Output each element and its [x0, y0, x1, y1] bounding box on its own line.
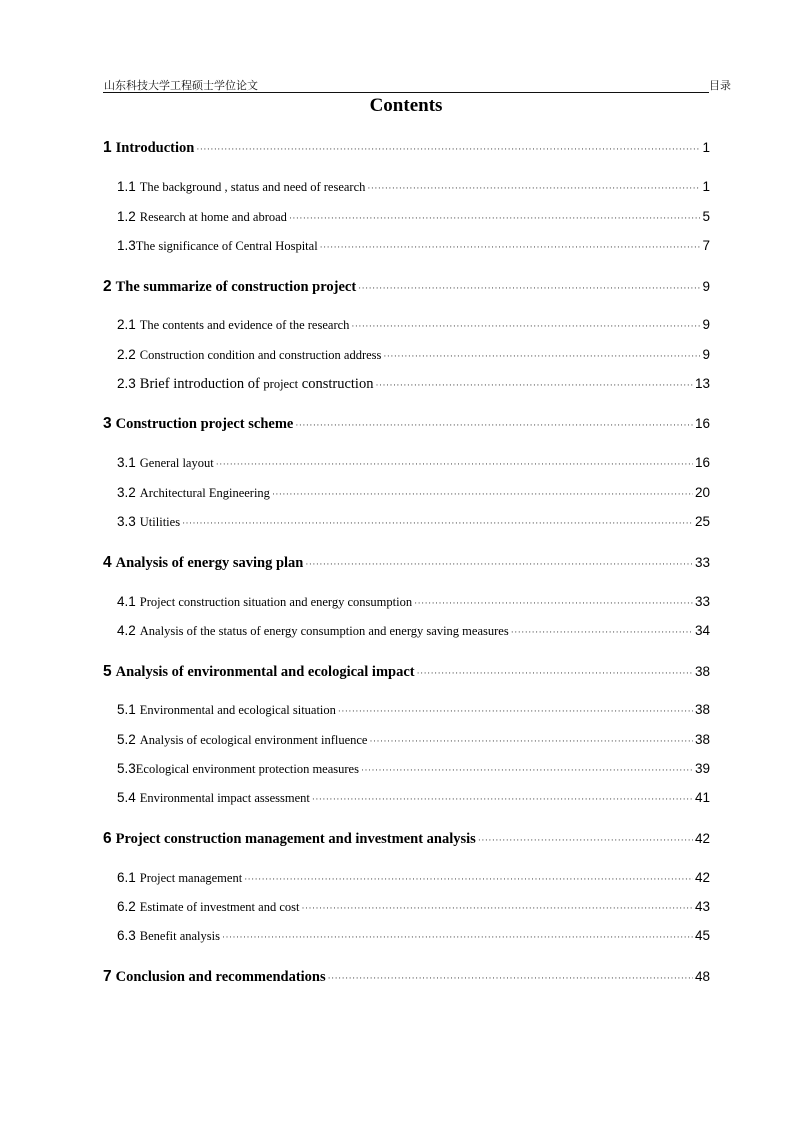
toc-label: The contents and evidence of the research — [139, 318, 350, 332]
toc-label: Analysis of the status of energy consumption and energy saving measures — [139, 624, 509, 638]
toc-page-number: 41 — [694, 790, 710, 805]
toc-section-2-2[interactable] — [117, 347, 710, 363]
toc-label: The summarize of construction project — [115, 279, 357, 295]
toc-number: 5.3 — [117, 761, 136, 776]
toc-section-6-2[interactable] — [117, 899, 710, 915]
toc-leader — [417, 668, 693, 678]
toc-label: The significance of Central Hospital — [135, 239, 318, 253]
toc-number: 2.2 — [117, 347, 136, 362]
toc-page-number: 33 — [694, 594, 710, 609]
toc-page-number: 43 — [694, 899, 710, 914]
toc-page-number: 1 — [702, 179, 710, 194]
toc-number: 3 — [103, 415, 112, 432]
toc-page-number: 42 — [694, 870, 710, 885]
toc-section-3-3[interactable] — [117, 514, 710, 530]
toc-leader — [272, 489, 693, 499]
toc-page-number: 5 — [702, 209, 710, 224]
toc-number: 5 — [103, 663, 112, 680]
toc-label: Construction condition and construction address — [139, 348, 382, 362]
toc-section-4-2[interactable] — [117, 623, 710, 639]
toc-label: Environmental and ecological situation — [139, 703, 336, 717]
toc-page-number: 20 — [694, 485, 710, 500]
toc-number: 4.1 — [117, 594, 136, 609]
toc-label: Construction project scheme — [115, 416, 294, 432]
toc-section-5-4[interactable] — [117, 790, 710, 806]
toc-section-1-1[interactable] — [117, 179, 710, 195]
toc-number: 3.3 — [117, 514, 136, 529]
toc-label: Analysis of ecological environment influence — [139, 733, 368, 747]
toc-section-6-1[interactable] — [117, 870, 710, 886]
toc-leader — [375, 380, 693, 390]
toc-leader — [338, 706, 693, 716]
toc-page-number: 9 — [702, 347, 710, 362]
toc-number: 7 — [103, 968, 112, 985]
toc-page-number: 38 — [694, 702, 710, 717]
toc-number: 6.2 — [117, 899, 136, 914]
page-title: Contents — [369, 95, 443, 116]
toc-leader — [367, 183, 700, 193]
toc-label: Conclusion and recommendations — [115, 969, 326, 985]
toc-number: 2.3 — [117, 376, 136, 391]
toc-page-number: 16 — [694, 416, 710, 431]
toc-leader — [312, 794, 693, 804]
toc-section-5-2[interactable] — [117, 732, 710, 748]
toc-leader — [305, 559, 693, 569]
toc-page-number: 16 — [694, 455, 710, 470]
toc-leader — [351, 321, 700, 331]
toc-page-number: 1 — [702, 140, 710, 155]
toc-label: Benefit analysis — [139, 929, 220, 943]
toc-number: 3.2 — [117, 485, 136, 500]
toc-leader — [244, 874, 693, 884]
toc-leader — [216, 459, 693, 469]
toc-section-3-2[interactable] — [117, 485, 710, 501]
toc-label — [140, 376, 374, 393]
toc-label: Project construction situation and energy consumption — [139, 595, 413, 609]
toc-page-number: 45 — [694, 928, 710, 943]
toc-section-1-3[interactable] — [117, 238, 710, 254]
toc-page-number: 7 — [702, 238, 710, 253]
toc-number: 5.2 — [117, 732, 136, 747]
toc-section-5-3[interactable] — [117, 761, 710, 777]
toc-label: Architectural Engineering — [139, 486, 270, 500]
toc-label-part: project — [263, 377, 299, 391]
toc-leader — [414, 598, 693, 608]
toc-number: 6.1 — [117, 870, 136, 885]
toc-leader — [370, 736, 693, 746]
toc-section-5-1[interactable] — [117, 702, 710, 718]
toc-page-number: 48 — [694, 969, 710, 984]
toc-number: 4 — [103, 554, 112, 571]
toc-number: 5.4 — [117, 790, 136, 805]
toc-leader — [361, 765, 693, 775]
toc-label: General layout — [139, 456, 214, 470]
toc-number: 6.3 — [117, 928, 136, 943]
toc-leader — [301, 903, 693, 913]
toc-section-6-3[interactable] — [117, 928, 710, 944]
toc-number: 1 — [103, 139, 112, 156]
toc-page-number: 25 — [694, 514, 710, 529]
toc-section-2-3[interactable] — [117, 376, 710, 393]
toc-label: Ecological environment protection measures — [135, 762, 359, 776]
toc-label: Research at home and abroad — [139, 210, 287, 224]
toc-leader — [320, 242, 701, 252]
toc-label-part: construction — [301, 376, 374, 392]
toc-label: The background , status and need of research — [139, 180, 366, 194]
toc-number: 4.2 — [117, 623, 136, 638]
toc-leader — [295, 420, 693, 430]
toc-section-1-2[interactable] — [117, 209, 710, 225]
toc-leader — [328, 973, 693, 983]
toc-number: 1.2 — [117, 209, 136, 224]
toc-section-4-1[interactable] — [117, 594, 710, 610]
toc-label: Estimate of investment and cost — [139, 900, 300, 914]
toc-page-number: 13 — [694, 376, 710, 391]
toc-label: Introduction — [115, 140, 195, 156]
toc-page-number: 33 — [694, 555, 710, 570]
toc-chapter-3[interactable] — [103, 415, 710, 433]
toc-number: 2.1 — [117, 317, 136, 332]
toc-section-3-1[interactable] — [117, 455, 710, 471]
header-section-name: 目录 — [709, 79, 731, 92]
toc-leader — [196, 144, 700, 154]
toc-number: 5.1 — [117, 702, 136, 717]
toc-chapter-6[interactable] — [103, 830, 710, 848]
toc-number: 6 — [103, 830, 112, 847]
toc-page-number: 38 — [694, 664, 710, 679]
toc-label: Utilities — [139, 515, 181, 529]
toc-leader — [383, 351, 700, 361]
toc-page-number: 9 — [702, 317, 710, 332]
toc-chapter-7[interactable] — [103, 968, 710, 986]
toc-leader — [511, 627, 693, 637]
toc-page-number: 9 — [702, 279, 710, 294]
toc-number: 1.1 — [117, 179, 136, 194]
toc-section-2-1[interactable] — [117, 317, 710, 333]
toc-label: Project construction management and investment analysis — [115, 831, 476, 847]
toc-label: Analysis of environmental and ecological impact — [115, 664, 415, 680]
toc-number: 3.1 — [117, 455, 136, 470]
toc-number: 1.3 — [117, 238, 136, 253]
toc-label: Environmental impact assessment — [139, 791, 310, 805]
toc-leader — [358, 283, 700, 293]
toc-chapter-4[interactable] — [103, 554, 710, 572]
toc-chapter-1[interactable] — [103, 139, 710, 157]
toc-chapter-5[interactable] — [103, 663, 710, 681]
toc-page-number: 42 — [694, 831, 710, 846]
toc-leader — [182, 518, 693, 528]
toc-label: Analysis of energy saving plan — [115, 555, 304, 571]
toc-label-part: Brief introduction of — [139, 376, 260, 392]
toc-leader — [478, 835, 693, 845]
toc-leader — [289, 213, 701, 223]
toc-page-number: 39 — [694, 761, 710, 776]
toc-page-number: 34 — [694, 623, 710, 638]
header-university-title: 山东科技大学工程硕士学位论文 — [104, 79, 258, 92]
toc-chapter-2[interactable] — [103, 278, 710, 296]
toc-leader — [222, 932, 693, 942]
toc-number: 2 — [103, 278, 112, 295]
toc-label: Project management — [139, 871, 243, 885]
toc-page-number: 38 — [694, 732, 710, 747]
